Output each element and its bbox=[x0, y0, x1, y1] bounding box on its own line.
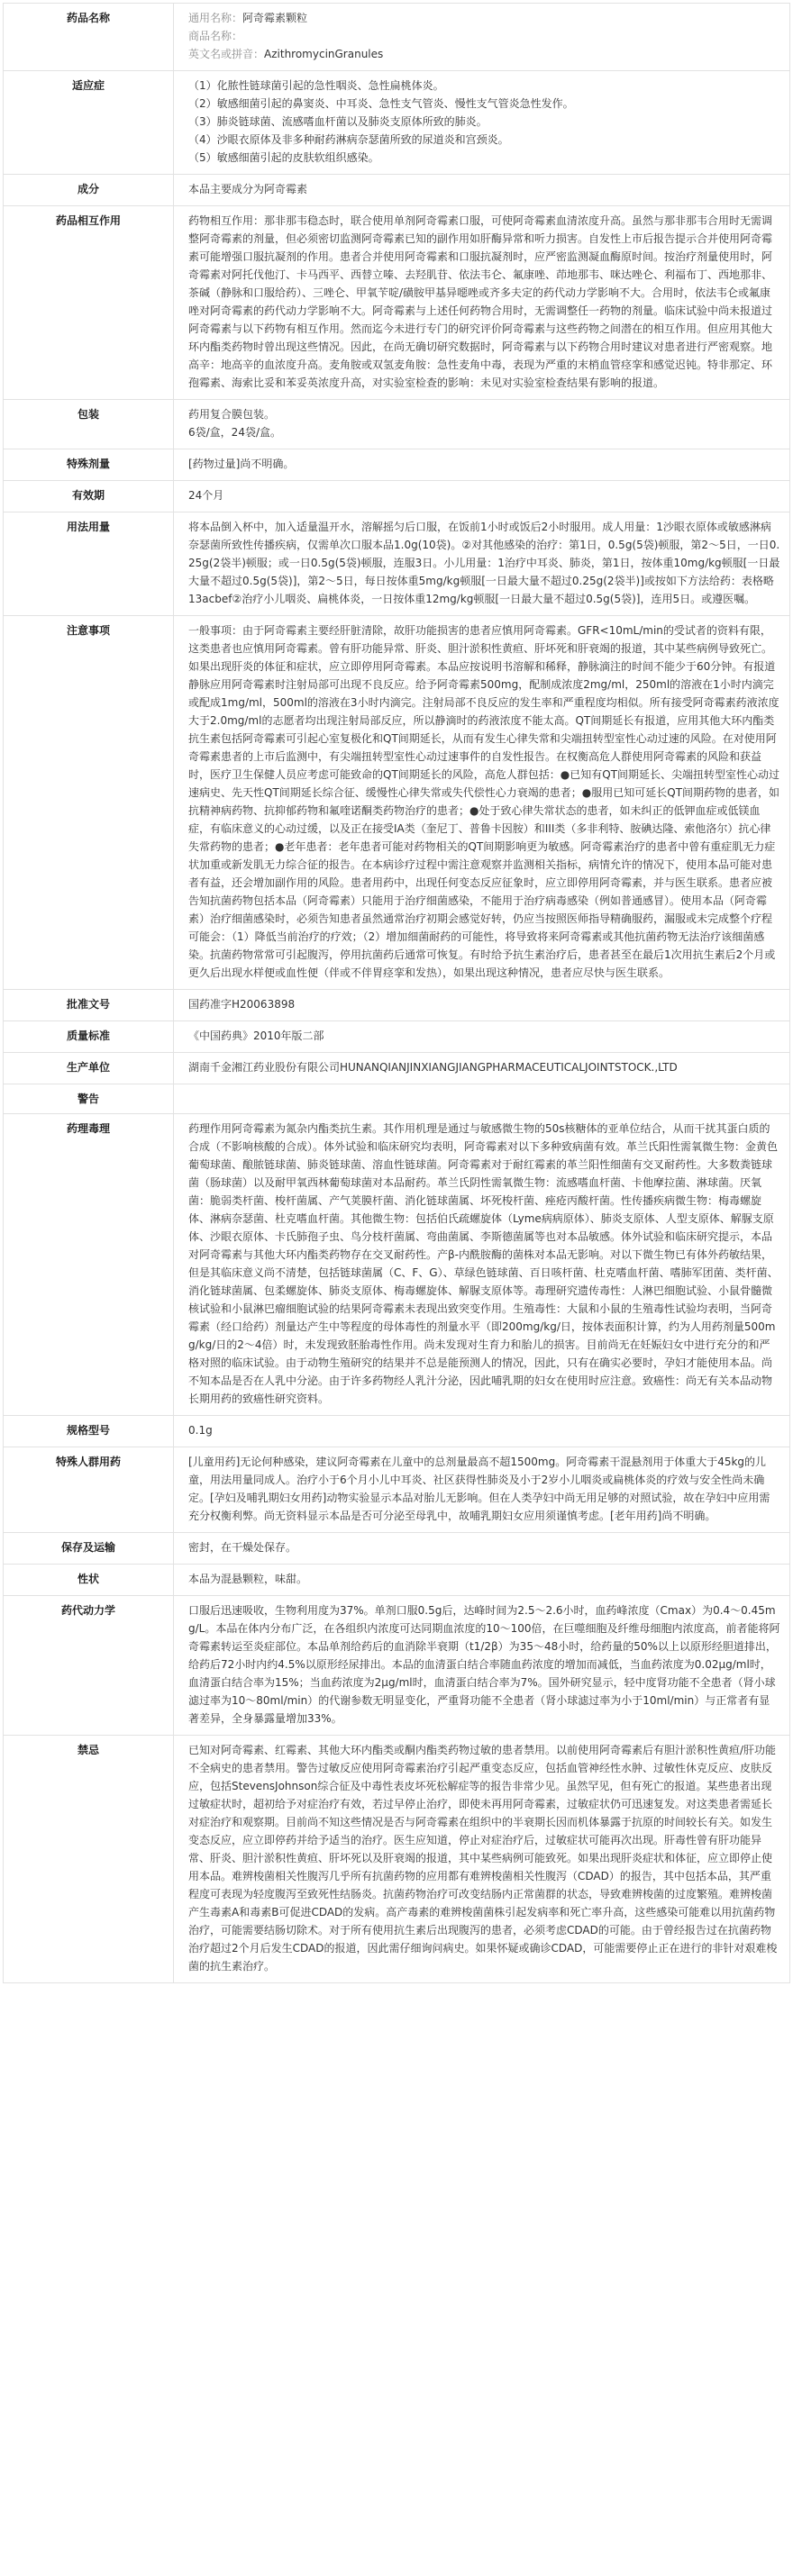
row-special-population bbox=[4, 1447, 790, 1533]
row-label-nature: 性状 bbox=[4, 1565, 174, 1596]
row-dosage bbox=[4, 512, 790, 616]
row-value-special-population: [儿童用药]无论何种感染，建议阿奇霉素在儿童中的总剂量最高不超1500mg。阿奇霉素干混悬剂用于体重大于45kg的儿童，用法用量同成人。治疗小于6个月小儿中耳炎、社区获得性肺炎及小于2岁小儿咽炎或扁桃体炎的疗效与安全性尚未确定。[孕妇及哺乳期妇女用药]动物实验显示本品对胎儿无影响。但在人类孕妇中尚无用足够的对照试验，故在孕妇中应用需充分权衡利弊。尚无资料显示本品是否可分泌至母乳中，故哺乳期妇女应用须谨慎考虑。[老年用药]尚不明确。 bbox=[174, 1447, 790, 1533]
drug-spec-table bbox=[3, 3, 790, 1983]
row-package bbox=[4, 400, 790, 449]
row-value-special-dose: [药物过量]尚不明确。 bbox=[174, 449, 790, 481]
row-ingredients bbox=[4, 175, 790, 206]
row-value-name bbox=[174, 4, 790, 71]
row-label-package: 包装 bbox=[4, 400, 174, 449]
row-label-name: 药品名称 bbox=[4, 4, 174, 71]
row-value-validity: 24个月 bbox=[174, 481, 790, 512]
row-label-ingredients: 成分 bbox=[4, 175, 174, 206]
row-indications bbox=[4, 71, 790, 175]
row-nature bbox=[4, 1565, 790, 1596]
row-approval bbox=[4, 990, 790, 1021]
row-value-package bbox=[174, 400, 790, 449]
row-label-warning: 警告 bbox=[4, 1084, 174, 1114]
indication-item: （5）敏感细菌引起的皮肤软组织感染。 bbox=[188, 151, 379, 164]
row-warning bbox=[4, 1084, 790, 1114]
row-value-storage: 密封，在干燥处保存。 bbox=[174, 1533, 790, 1565]
trade-name-label: 商品名称： bbox=[188, 30, 243, 42]
row-value-nature: 本品为混悬颗粒，味甜。 bbox=[174, 1565, 790, 1596]
row-label-special-population: 特殊人群用药 bbox=[4, 1447, 174, 1533]
row-label-validity: 有效期 bbox=[4, 481, 174, 512]
row-label-pharmacokinetics: 药代动力学 bbox=[4, 1596, 174, 1736]
row-value-indications bbox=[174, 71, 790, 175]
generic-name-label: 通用名称： bbox=[188, 12, 243, 24]
indication-item: （4）沙眼衣原体及非多种耐药淋病奈瑟菌所致的尿道炎和宫颈炎。 bbox=[188, 133, 509, 146]
row-label-interactions: 药品相互作用 bbox=[4, 206, 174, 400]
english-name-label: 英文名或拼音： bbox=[188, 48, 265, 60]
row-label-contraindications: 禁忌 bbox=[4, 1736, 174, 1983]
row-contraindications bbox=[4, 1736, 790, 1983]
row-value-pharmacokinetics: 口服后迅速吸收，生物利用度为37%。单剂口服0.5g后，达峰时间为2.5～2.6小时，血药峰浓度（Cmax）为0.4～0.45mg/L。本品在体内分布广泛，在各组织内浓度可达同期血浓度的10～100倍，在巨噬细胞及纤维母细胞内浓度高，前者能将阿奇霉素转运至炎症部位。本品单剂给药后的血消除半衰期（t1/2β）为35～48小时，给药量的50%以上以原形经胆道排出，给药后72小时内约4.5%以原形经尿排出。本品的血清蛋白结合率随血药浓度的增加而减低，当血药浓度为0.02μg/ml时，血清蛋白结合率为15%；当血药浓度为2μg/ml时，血清蛋白结合率为7%。国外研究显示，轻中度肾功能不全患者（肾小球滤过率为10～80ml/min）的代谢参数无明显变化，严重肾功能不全患者（肾小球滤过率为小于10ml/min）与正常者有显著差异，全身暴露量增加33%。 bbox=[174, 1596, 790, 1736]
indication-item: （2）敏感细菌引起的鼻窦炎、中耳炎、急性支气管炎、慢性支气管炎急性发作。 bbox=[188, 97, 574, 110]
row-label-approval: 批准文号 bbox=[4, 990, 174, 1021]
row-precautions bbox=[4, 616, 790, 990]
row-storage bbox=[4, 1533, 790, 1565]
package-item: 6袋/盒，24袋/盒。 bbox=[188, 426, 281, 439]
row-value-approval: 国药准字H20063898 bbox=[174, 990, 790, 1021]
row-value-warning bbox=[174, 1084, 790, 1114]
row-manufacturer bbox=[4, 1053, 790, 1084]
indication-item: （1）化脓性链球菌引起的急性咽炎、急性扁桃体炎。 bbox=[188, 79, 444, 92]
english-name-value: AzithromycinGranules bbox=[264, 48, 384, 60]
row-value-standard: 《中国药典》2010年版二部 bbox=[174, 1021, 790, 1053]
row-value-interactions: 药物相互作用：那非那韦稳态时，联合使用单剂阿奇霉素口服，可使阿奇霉素血清浓度升高。虽然与那非那韦合用时无需调整阿奇霉素的剂量，但必须密切监测阿奇霉素已知的副作用如肝酶异常和听力损害。自发性上市后报告提示合并使用阿奇霉素可能增强口服抗凝剂的作用。患者合并使用阿奇霉素和口服抗凝剂时，应严密监测凝血酶原时间。按治疗剂量使用时，阿奇霉素对阿托伐他汀、卡马西平、西替立嗪、去羟肌苷、依法韦仑、氟康唑、茚地那韦、咪达唑仑、利福布丁、西地那非、茶碱（静脉和口服给药）、三唑仑、甲氧苄啶/磺胺甲基异噁唑或齐多夫定的药代动力学影响不大。合用时，依法韦仑或氟康唑对阿奇霉素的药代动力学影响不大。阿奇霉素与上述任何药物合用时，无需调整任一药物的剂量。临床试验中尚未报道过阿奇霉素与以下药物有相互作用。然而迄今未进行专门的研究评价阿奇霉素与这些药物之间潜在的相互作用。但应用其他大环内酯类药物时曾出现这些情况。因此，在尚无确切研究数据时，阿奇霉素与以下药物合用时建议对患者进行严密观察。地高辛：地高辛的血浓度升高。麦角胺或双氢麦角胺：急性麦角中毒，表现为严重的末梢血管痉挛和感觉迟钝。特非那定、环孢霉素、海索比妥和苯妥英浓度升高，对实验室检查的影响：未见对实验室检查结果有影响的报道。 bbox=[174, 206, 790, 400]
row-pharmacology bbox=[4, 1114, 790, 1416]
row-value-precautions: 一般事项：由于阿奇霉素主要经肝脏清除，故肝功能损害的患者应慎用阿奇霉素。GFR<10mL/min的受试者的资料有限，这类患者也应慎用阿奇霉素。曾有肝功能异常、肝炎、胆汁淤积性黄疸、肝坏死和肝衰竭的报道，其中某些病例导致死亡。如果出现肝炎的体征和症状，应立即停用阿奇霉素。本品应按说明书溶解和稀释，静脉滴注的时间不能少于60分钟。有报道静脉应用阿奇霉素时注射局部可出现不良反应。给予阿奇霉素500mg，配制成浓度2mg/ml，250ml的溶液在1小时内滴完或配成1mg/ml，500ml的溶液在3小时内滴完。注射局部不良反应的发生率和严重程度均相似。所有接受阿奇霉素药液浓度大于2.0mg/ml的志愿者均出现注射局部反应，所以静滴时的药液浓度不能太高。QT间期延长有报道，应用其他大环内酯类抗生素包括阿奇霉素可引起心室复极化和QT间期延长，从而有发生心律失常和尖端扭转型室性心动过速的风险。在对使用阿奇霉素患者的上市后监测中，有尖端扭转型室性心动过速事件的自发性报告。在权衡高危人群使用阿奇霉素的风险和获益时，医疗卫生保健人员应考虑可能致命的QT间期延长的风险，高危人群包括：●已知有QT间期延长、尖端扭转型室性心动过速病史、先天性QT间期延长综合征、缓慢性心律失常或失代偿性心力衰竭的患者；●服用已知可延长QT间期药物的患者，如抗精神病药物、抗抑郁药物和氟喹诺酮类药物治疗的患者；●处于致心律失常状态的患者，如未纠正的低钾血症或低镁血症，有临床意义的心动过缓，以及正在接受IA类（奎尼丁、普鲁卡因胺）和III类（多非利特、胺碘达隆、索他洛尔）抗心律失常药物的患者；●老年患者：老年患者可能对药物相关的QT间期影响更为敏感。阿奇霉素治疗的患者中曾有重症肌无力症状加重或新发肌无力综合征的报告。在本病诊疗过程中需注意观察并监测相关指标，病情允许的情况下，使用本品可能对患者有益，还会增加副作用的风险。患者用药中，出现任何变态反应征象时，应立即停用阿奇霉素，并与医生联系。患者应被告知抗菌药物包括本品（阿奇霉素）只能用于治疗细菌感染，不能用于治疗病毒感染（例如普通感冒）。使用本品（阿奇霉素）治疗细菌感染时，必须告知患者虽然通常治疗初期会感觉好转，仍应当按照医师指导精确服药，漏服或未完成整个疗程可能会：（1）降低当前治疗的疗效；（2）增加细菌耐药的可能性，将导致将来阿奇霉素或其他抗菌药物无法治疗该细菌感染。抗菌药物常常可引起腹泻，停用抗菌药后通常可恢复。有时给予抗生素治疗后，患者甚至在最后1次用抗生素后2个月或更久后出现水样便或血性便（伴或不伴胃痉挛和发热），如果出现这种情况，患者应尽快与医生联系。 bbox=[174, 616, 790, 990]
row-value-ingredients: 本品主要成分为阿奇霉素 bbox=[174, 175, 790, 206]
indication-item: （3）肺炎链球菌、流感嗜血杆菌以及肺炎支原体所致的肺炎。 bbox=[188, 115, 488, 128]
package-item: 药用复合膜包装。 bbox=[188, 408, 276, 421]
row-spec bbox=[4, 1416, 790, 1447]
generic-name-value: 阿奇霉素颗粒 bbox=[242, 12, 308, 24]
row-label-standard: 质量标准 bbox=[4, 1021, 174, 1053]
row-value-contraindications: 已知对阿奇霉素、红霉素、其他大环内酯类或酮内酯类药物过敏的患者禁用。以前使用阿奇霉素后有胆汁淤积性黄疸/肝功能不全病史的患者禁用。警告过敏反应使用阿奇霉素治疗引起严重变态反应，包括血管神经性水肿、过敏性休克反应、皮肤反应，包括StevensJohnson综合征及中毒性表皮坏死松解症等的报告非常少见。虽然罕见，但有死亡的报道。某些患者出现过敏症状时，超初给予对症治疗有效，若过早停止治疗，即使未再用阿奇霉素，过敏症状仍可迅速复发。对这类患者需延长对症治疗和观察期。目前尚不知这些情况是否与阿奇霉素在组织中的半衰期长因而机体暴露于抗原的时间较长有关。如发生变态反应，应立即停药并给予适当的治疗。医生应知道，停止对症治疗后，过敏症状可能再次出现。肝毒性曾有肝功能异常、肝炎、胆汁淤积性黄疸、肝坏死以及肝衰竭的报道，其中某些病例可能致死。如果出现肝炎症状和体征，应立即停止使用本品。难辨梭菌相关性腹泻几乎所有抗菌药物的应用都有难辨梭菌相关性腹泻（CDAD）的报告，其中包括本品，其严重程度可表现为轻度腹泻至致死性结肠炎。抗菌药物治疗可改变结肠内正常菌群的状态，导致难辨梭菌的过度繁殖。难辨梭菌产生毒素A和毒素B可促进CDAD的发病。高产毒素的难辨梭菌菌株引起发病率和死亡率升高，这些感染可能难以用抗菌药物治疗，可能需要结肠切除术。对于所有使用抗生素后出现腹泻的患者，必须考虑CDAD的可能。由于曾经报告过在抗菌药物治疗超过2个月后发生CDAD的报道，因此需仔细询问病史。如果怀疑或确诊CDAD，可能需要停止正在进行的非针对艰难梭菌的抗生素治疗。 bbox=[174, 1736, 790, 1983]
row-value-spec: 0.1g bbox=[174, 1416, 790, 1447]
row-value-dosage: 将本品倒入杯中，加入适量温开水，溶解摇匀后口服，在饭前1小时或饭后2小时服用。成人用量：1沙眼衣原体或敏感淋病奈瑟菌所致性传播疾病，仅需单次口服本品1.0g(10袋)。②对其他感染的治疗：第1日，0.5g(5袋)顿服，第2～5日，一日0.25g(2袋半)顿服；或一日0.5g(5袋)顿服，连服3日。小儿用量：1治疗中耳炎、肺炎，第1日，按体重10mg/kg顿服[一日最大量不超过0.5g(5袋)]，第2～5日，每日按体重5mg/kg顿服[一日最大量不超过0.25g(2袋半)]或按如下方法给药：表格略13acbef②治疗小儿咽炎、扁桃体炎，一日按体重12mg/kg顿服[一日最大量不超过0.5g(5袋)]，连用5日。或遵医嘱。 bbox=[174, 512, 790, 616]
row-label-manufacturer: 生产单位 bbox=[4, 1053, 174, 1084]
row-label-precautions: 注意事项 bbox=[4, 616, 174, 990]
row-pharmacokinetics bbox=[4, 1596, 790, 1736]
row-label-pharmacology: 药理毒理 bbox=[4, 1114, 174, 1416]
row-label-dosage: 用法用量 bbox=[4, 512, 174, 616]
row-label-indications: 适应症 bbox=[4, 71, 174, 175]
row-name bbox=[4, 4, 790, 71]
row-validity bbox=[4, 481, 790, 512]
row-value-pharmacology: 药理作用阿奇霉素为氮杂内酯类抗生素。其作用机理是通过与敏感微生物的50s核糖体的亚单位结合，从而干扰其蛋白质的合成（不影响核酸的合成）。体外试验和临床研究均表明，阿奇霉素对以下多种致病菌有效。革兰氏阳性需氧微生物：金黄色葡萄球菌、酿脓链球菌、肺炎链球菌、溶血性链球菌。阿奇霉素对于耐红霉素的革兰阳性细菌有交叉耐药性。大多数粪链球菌（肠球菌）以及耐甲氧西林葡萄球菌对本品耐药。革兰氏阴性需氧微生物：流感嗜血杆菌、卡他摩拉菌、淋球菌。厌氧菌：脆弱类杆菌、梭杆菌属、产气荚膜杆菌、消化链球菌属、坏死梭杆菌、痤疮丙酸杆菌。性传播疾病微生物：梅毒螺旋体、淋病奈瑟菌、杜克嗜血杆菌。其他微生物：包括伯氏疏螺旋体（Lyme病病原体）、肺炎支原体、人型支原体、解脲支原体、沙眼衣原体、卡氏肺孢子虫、鸟分枝杆菌属、弯曲菌属、李斯德菌属等也对本品敏感。体外试验和临床研究提示，本品对阿奇霉素与其他大环内酯类药物存在交叉耐药性。产β-内酰胺酶的菌株对本品无影响。对以下微生物已有体外药敏结果，但是其临床意义尚不清楚，包括链球菌属（C、F、G）、草绿色链球菌、百日咳杆菌、杜克嗜血杆菌、嗜肺军团菌、类杆菌、消化链球菌属、包柔螺旋体、肺炎支原体、梅毒螺旋体、解脲支原体等。毒理研究遗传毒性：人淋巴细胞试验、小鼠骨髓微核试验和小鼠淋巴瘤细胞试验的结果阿奇霉素未表现出致突变作用。生殖毒性：大鼠和小鼠的生殖毒性试验均表明，当阿奇霉素（经口给药）剂量达产生中等程度的母体毒性的剂量水平（即200mg/kg/日，按体表面积计算，约为人用药剂量500mg/kg/日的2～4倍）时，未发现致胚胎毒性作用。尚未发现对生育力和胎儿的损害。目前尚无在妊娠妇女中进行充分的和严格对照的临床试验。由于动物生殖研究的结果并不总是能预测人的情况，因此，只有在确实必要时，孕妇才能使用本品。尚不知本品是否在人乳中分泌。由于许多药物经人乳汁分泌，因此哺乳期的妇女在使用时应注意。致癌性：尚无有关本品动物长期用药的致癌性研究资料。 bbox=[174, 1114, 790, 1416]
row-standard bbox=[4, 1021, 790, 1053]
row-label-special-dose: 特殊剂量 bbox=[4, 449, 174, 481]
row-label-storage: 保存及运输 bbox=[4, 1533, 174, 1565]
row-interactions bbox=[4, 206, 790, 400]
row-value-manufacturer: 湖南千金湘江药业股份有限公司HUNANQIANJINXIANGJIANGPHARMACEUTICALJOINTSTOCK.,LTD bbox=[174, 1053, 790, 1084]
row-special-dose bbox=[4, 449, 790, 481]
row-label-spec: 规格型号 bbox=[4, 1416, 174, 1447]
